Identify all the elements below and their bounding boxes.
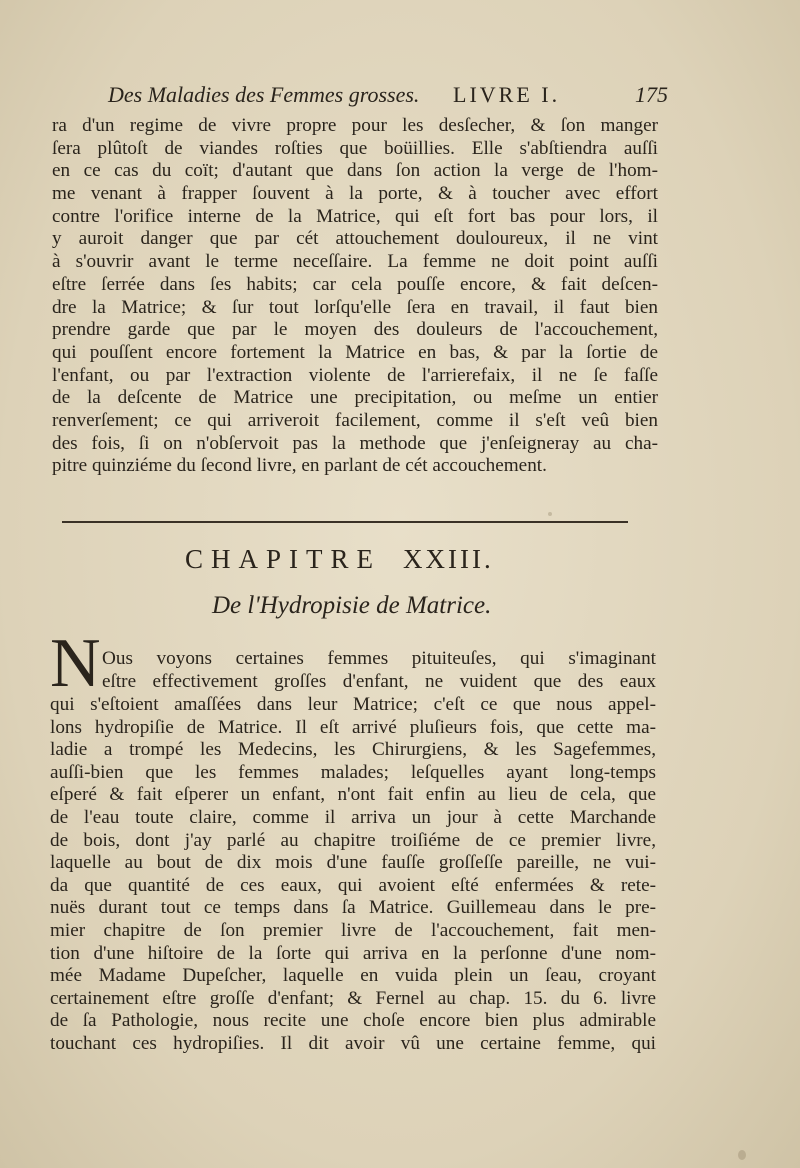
running-head — [108, 82, 668, 112]
text-line: contre l'orifice interne de la Matrice, qui eſt fort bas pour lors, il — [52, 205, 658, 227]
chapter-numeral: XXIII. — [403, 544, 494, 574]
text-line: eſtre effectivement groſſes d'enfant, ne vuident que des eaux — [102, 670, 656, 692]
text-line: renverſement; ce qui arriveroit facilement, comme il s'eſt veû bien — [52, 409, 658, 431]
chapter-label: CHAPITRE — [185, 544, 382, 574]
chapter-heading — [185, 544, 494, 575]
chapter-subtitle: De l'Hydropisie de Matrice. — [212, 592, 492, 619]
text-line: me venant à frapper ſouvent à la porte, & à toucher avec effort — [52, 183, 658, 205]
text-line: à s'ouvrir avant le terme neceſſaire. La femme ne doit point auſſi — [52, 251, 658, 273]
text-line: ladie a trompé les Medecins, les Chirurgiens, & les Sagefemmes, — [50, 739, 656, 761]
text-line: lons hydropiſie de Matrice. Il eſt arrivé pluſieurs fois, que cette ma- — [50, 716, 656, 738]
text-line: de ſa Pathologie, nous recite une choſe encore bien plus admirable — [50, 1010, 656, 1032]
section-divider — [62, 521, 628, 523]
text-line: de l'eau toute claire, comme il arriva un jour à cette Marchande — [50, 806, 656, 828]
text-line: eſperé & fait eſperer un enfant, n'ont fait enfin au lieu de cela, que — [50, 784, 656, 806]
text-line: mier chapitre de ſon premier livre de l'accouchement, fait men- — [50, 919, 656, 941]
text-line: touchant ces hydropiſies. Il dit avoir vû une certaine femme, qui — [50, 1032, 656, 1054]
paper-stain — [738, 1150, 746, 1160]
text-line: ſera plûtoſt de viandes roſties que boüillies. Elle s'abſtiendra auſſi — [52, 137, 658, 159]
text-line: laquelle au bout de dix mois d'une fauſſe groſſeſſe pareille, ne vui- — [50, 852, 656, 874]
drop-cap: N — [50, 625, 101, 702]
text-line: en ce cas du coït; d'autant que dans ſon action la verge de l'hom- — [52, 160, 658, 182]
text-line: de la deſcente de Matrice une precipitation, ou meſme un entier — [52, 387, 658, 409]
text-line: pitre quinziéme du ſecond livre, en parlant de cét accouchement. — [52, 455, 547, 477]
text-line: l'enfant, ou par l'extraction violente de l'arrierefaix, il ne ſe faſſe — [52, 364, 658, 386]
chapter-opening-lines — [102, 648, 656, 693]
text-line: ra d'un regime de vivre propre pour les desſecher, & ſon manger — [52, 115, 658, 136]
text-line: Ous voyons certaines femmes pituiteuſes, qui s'imaginant — [102, 648, 656, 669]
text-line: qui s'eſtoient amaſſées dans leur Matrice; c'eſt ce que nous appel- — [50, 694, 656, 715]
text-line: dre la Matrice; & ſur tout lorſqu'elle ſera en travail, il faut bien — [52, 296, 658, 318]
text-line: certainement eſtre groſſe d'enfant; & Fernel au chap. 15. du 6. livre — [50, 987, 656, 1009]
text-line: des fois, ſi on n'obſervoit pas la methode que j'enſeigneray au cha- — [52, 432, 658, 454]
chapter-body-text — [50, 694, 656, 1056]
text-line: prendre garde que par le moyen des douleurs de l'accouchement, — [52, 319, 658, 341]
previous-chapter-text — [52, 115, 658, 478]
text-line: qui pouſſent encore fortement la Matrice en bas, & par la ſortie de — [52, 341, 658, 363]
running-head-book: LIVRE I. — [453, 82, 561, 107]
text-line: tion d'une hiſtoire de la ſorte qui arriva en la perſonne d'une nom- — [50, 942, 656, 964]
paper-stain — [548, 512, 552, 516]
text-line: eſtre ſerrée dans ſes habits; car cela pouſſe encore, & fait deſcen- — [52, 273, 658, 295]
text-line: y auroit danger que par cét attouchement douloureux, il ne vint — [52, 228, 658, 250]
text-line: nuës durant tout ce temps dans ſa Matrice. Guillemeau dans le pre- — [50, 897, 656, 919]
text-line: da que quantité de ces eaux, qui avoient eſté enfermées & rete- — [50, 874, 656, 896]
text-line: auſſi-bien que les femmes malades; leſquelles ayant long-temps — [50, 761, 656, 783]
text-line: mée Madame Dupeſcher, laquelle en vuida plein un ſeau, croyant — [50, 965, 656, 987]
page-number: 175 — [635, 82, 668, 107]
running-head-title: Des Maladies des Femmes grosses. — [108, 82, 420, 107]
text-line: de bois, dont j'ay parlé au chapitre troiſiéme de ce premier livre, — [50, 829, 656, 851]
